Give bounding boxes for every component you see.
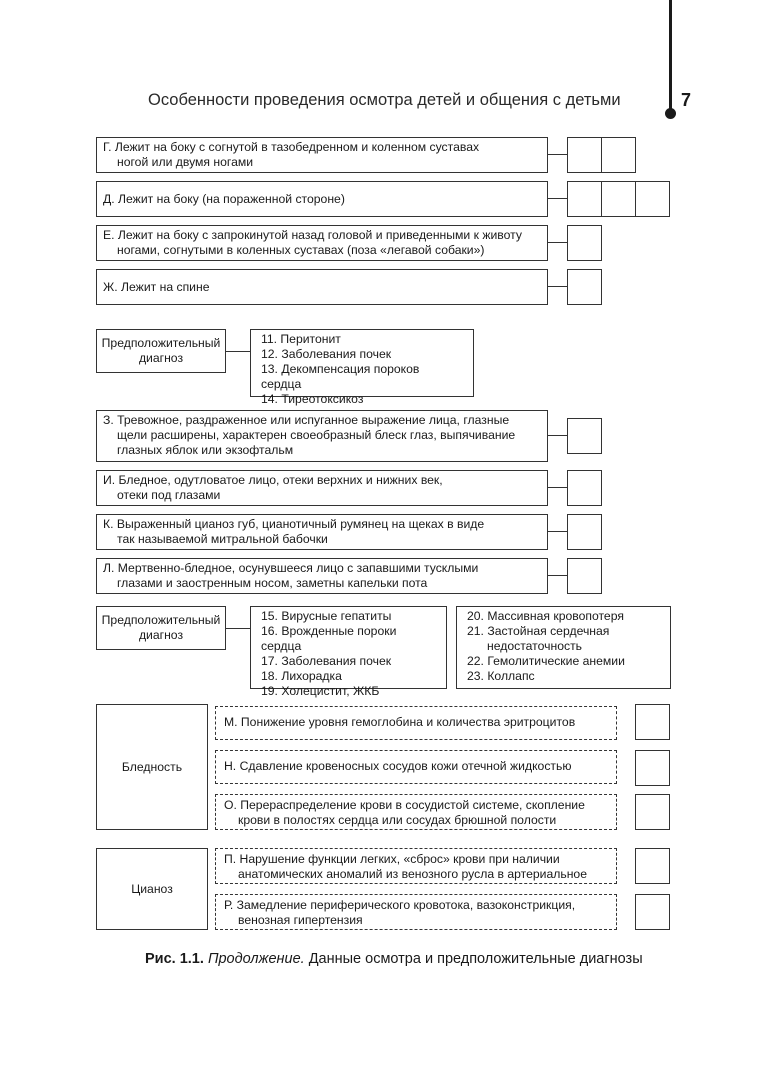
- answer-cell[interactable]: [635, 794, 670, 830]
- connector: [548, 531, 568, 532]
- answer-cell[interactable]: [567, 514, 602, 550]
- sign-box-g: Г. Лежит на боку с согнутой в тазобедренном и коленном суставах ногой или двумя ногами: [96, 137, 548, 173]
- connector: [548, 286, 568, 287]
- answer-cell[interactable]: [567, 269, 602, 305]
- figure-caption: Рис. 1.1. Продолжение. Данные осмотра и предположительные диагнозы: [145, 951, 643, 967]
- diagnosis-label-box: Предположительный диагноз: [96, 329, 226, 373]
- answer-cell[interactable]: [635, 181, 670, 217]
- diagnosis-list-2b: 20. Массивная кровопотеря 21. Застойная сердечная недостаточность 22. Гемолитические анемии 23. Коллапс: [456, 606, 671, 689]
- diagnosis-list-1: 11. Перитонит 12. Заболевания почек 13. Декомпенсация пороков сердца 14. Тиреотоксикоз: [250, 329, 474, 397]
- connector: [548, 198, 568, 199]
- diagnosis-list-2a: 15. Вирусные гепатиты 16. Врожденные пороки сердца 17. Заболевания почек 18. Лихорадка 19. Холецистит, ЖКБ: [250, 606, 447, 689]
- pallor-label-box: Бледность: [96, 704, 208, 830]
- running-header: Особенности проведения осмотра детей и общения с детьми: [148, 91, 621, 109]
- connector: [226, 628, 251, 629]
- connector: [548, 242, 568, 243]
- margin-rule: [669, 0, 672, 112]
- sign-box-e: Е. Лежит на боку с запрокинутой назад головой и приведенными к животу ногами, согнутыми в коленных суставах (поза «легавой собаки»): [96, 225, 548, 261]
- sign-box-l: Л. Мертвенно-бледное, осунувшееся лицо с запавшими тусклыми глазами и заостренным носом, заметны капельки пота: [96, 558, 548, 594]
- answer-cell[interactable]: [567, 137, 602, 173]
- sign-box-d: Д. Лежит на боку (на пораженной стороне): [96, 181, 548, 217]
- answer-cell[interactable]: [567, 181, 602, 217]
- answer-cell[interactable]: [567, 418, 602, 454]
- connector: [548, 154, 568, 155]
- connector: [548, 435, 568, 436]
- pallor-item-m: М. Понижение уровня гемоглобина и количества эритроцитов: [215, 706, 617, 740]
- pallor-item-n: Н. Сдавление кровеносных сосудов кожи отечной жидкостью: [215, 750, 617, 784]
- connector: [226, 351, 251, 352]
- margin-rule-dot: [665, 108, 676, 119]
- page-number: 7: [681, 90, 692, 110]
- cyanosis-item-r: Р. Замедление периферического кровотока, вазоконстрикция, венозная гипертензия: [215, 894, 617, 930]
- sign-box-z: З. Тревожное, раздраженное или испуганное выражение лица, глазные щели расширены, характерен своеобразный блеск глаз, выпячивание глазных яблок или экзофтальм: [96, 410, 548, 462]
- answer-cell[interactable]: [567, 558, 602, 594]
- answer-cell[interactable]: [635, 848, 670, 884]
- answer-cell[interactable]: [567, 225, 602, 261]
- connector: [548, 487, 568, 488]
- sign-box-k: К. Выраженный цианоз губ, цианотичный румянец на щеках в виде так называемой митральной бабочки: [96, 514, 548, 550]
- answer-cell[interactable]: [601, 137, 636, 173]
- cyanosis-label-box: Цианоз: [96, 848, 208, 930]
- connector: [548, 575, 568, 576]
- answer-cell[interactable]: [601, 181, 636, 217]
- cyanosis-item-p: П. Нарушение функции легких, «сброс» крови при наличии анатомических аномалий из венозного русла в артериальное: [215, 848, 617, 884]
- answer-cell[interactable]: [635, 750, 670, 786]
- diagnosis-label-box: Предположительный диагноз: [96, 606, 226, 650]
- pallor-item-o: О. Перераспределение крови в сосудистой системе, скопление крови в полостях сердца или сосудах брюшной полости: [215, 794, 617, 830]
- answer-cell[interactable]: [567, 470, 602, 506]
- sign-box-zh: Ж. Лежит на спине: [96, 269, 548, 305]
- answer-cell[interactable]: [635, 704, 670, 740]
- sign-box-i: И. Бледное, одутловатое лицо, отеки верхних и нижних век, отеки под глазами: [96, 470, 548, 506]
- answer-cell[interactable]: [635, 894, 670, 930]
